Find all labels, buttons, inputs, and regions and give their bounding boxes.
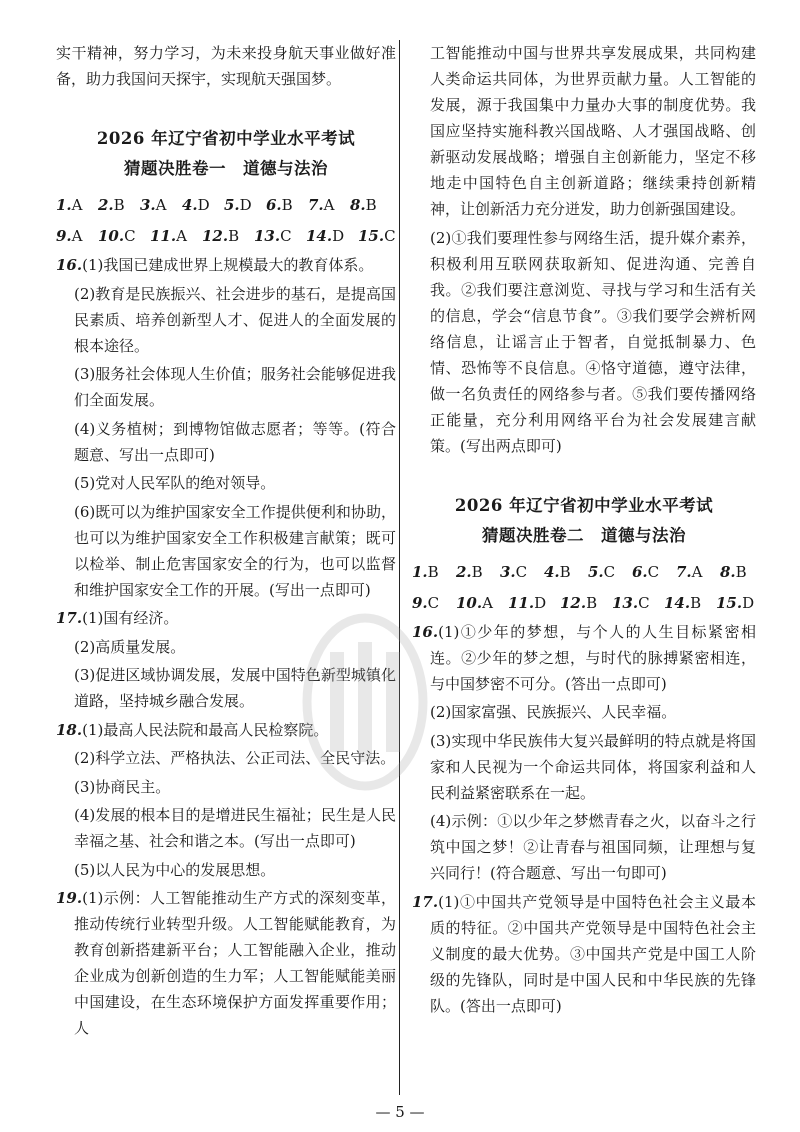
mc-answer: 12.B <box>560 593 598 612</box>
mc-answer: 10.C <box>98 227 136 245</box>
question-18-part-2: (2)科学立法、严格执法、公正司法、全民守法。 <box>74 749 396 767</box>
mc-answer: 3.C <box>500 562 528 581</box>
mc-answers-row-2 <box>56 221 396 252</box>
question-16-part-1: 16.(1)①少年的梦想，与个人的人生目标紧密相连。②少年的梦之想，与时代的脉搏紧密相连，与中国梦密不可分。(答出一点即可) <box>412 622 756 693</box>
mc-answer: 13.C <box>254 227 292 245</box>
page-number: — 5 — <box>375 1103 425 1121</box>
question-18-part-3: (3)协商民主。 <box>74 777 171 796</box>
question-19-continuation: 工智能推动中国与世界共享发展成果，共同构建人类命运共同体，为世界贡献力量。人工智能的发展，源于我国集中力量办大事的制度优势。我国应坚持实施科教兴国战略、人才强国战略、创新驱动发展战略；增强自主创新能力，坚定不移地走中国特色自主创新道路；继续秉持创新精神，让创新活力充分迸发，助力创新强国建设。 <box>430 44 756 218</box>
mc-answers-row-1 <box>56 190 396 221</box>
mc-answer: 12.B <box>202 227 240 245</box>
mc-answer: 8.B <box>720 562 747 581</box>
question-16-part-5: (5)党对人民军队的绝对领导。 <box>74 474 276 492</box>
exam-subtitle-2: 猜题决胜卷二 道德与法治 <box>482 525 686 545</box>
mc-answer: 13.C <box>612 593 650 612</box>
mc-answer: 9.A <box>56 227 83 245</box>
exam-subtitle-1: 猜题决胜卷一 道德与法治 <box>124 159 328 178</box>
question-16-part-1: 16.(1)我国已建成世界上规模最大的教育体系。 <box>56 256 374 274</box>
exam-title-2: 2026 年辽宁省初中学业水平考试 <box>454 495 714 515</box>
question-18-part-4: (4)发展的根本目的是增进民生福祉；民生是人民幸福之基、社会和谐之本。(写出一点即可) <box>74 806 396 850</box>
column-divider <box>399 40 400 1095</box>
question-17-part-1: 17.(1)国有经济。 <box>56 609 179 627</box>
question-18-part-5: (5)以人民为中心的发展思想。 <box>74 860 276 879</box>
mc-answer: 6.C <box>632 562 660 581</box>
mc-answer: 9.C <box>412 593 440 612</box>
question-16-part-3: (3)服务社会体现人生价值；服务社会能够促进我们全面发展。 <box>74 365 396 409</box>
question-17-part-1: 17.(1)①中国共产党领导是中国特色社会主义最本质的特征。②中国共产党领导是中国特色社会主义制度的最大优势。③中国共产党是中国工人阶级的先锋队，同时是中国人民和中华民族的先锋队。(答出一点即可) <box>412 892 756 1015</box>
mc-answer: 11.A <box>150 227 187 245</box>
question-16-part-4: (4)示例：①以少年之梦燃青春之火，以奋斗之行筑中国之梦！②让青春与祖国同频，让理想与复兴同行！(符合题意、写出一句即可) <box>430 812 756 882</box>
mc-answer: 15.D <box>716 593 755 612</box>
right-column <box>412 40 756 1021</box>
mc-answer: 1.B <box>412 562 439 581</box>
question-18-part-1: 18.(1)最高人民法院和最高人民检察院。 <box>56 720 329 739</box>
mc-answer: 2.B <box>456 562 483 581</box>
mc-answer: 2.B <box>98 196 125 214</box>
mc-answer: 7.A <box>676 562 703 581</box>
left-column <box>56 40 396 1044</box>
question-19-part-1: 19.(1)示例：人工智能推动生产方式的深刻变革，推动传统行业转型升级。人工智能赋能教育，为教育创新搭建新平台；人工智能融入企业，推动企业成为创新创造的生力军；人工智能赋能美丽中国建设，在生态环境保护方面发挥重要作用；人 <box>56 889 396 1037</box>
mc-answer: 15.C <box>358 227 396 245</box>
mc-answers-row-1 <box>412 557 756 588</box>
mc-answer: 4.D <box>182 196 210 214</box>
question-17-part-3: (3)促进区域协调发展，发展中国特色新型城镇化道路，坚持城乡融合发展。 <box>74 666 396 710</box>
mc-answer: 7.A <box>308 196 335 214</box>
question-16-part-2: (2)国家富强、民族振兴、人民幸福。 <box>430 703 677 721</box>
question-17-part-2: (2)高质量发展。 <box>74 637 186 656</box>
mc-answer: 10.A <box>456 593 493 612</box>
question-16-part-3: (3)实现中华民族伟大复兴最鲜明的特点就是将国家和人民视为一个命运共同体，将国家利益和人民利益紧密联系在一起。 <box>430 731 756 802</box>
mc-answer: 11.D <box>508 593 547 612</box>
question-16-part-2: (2)教育是民族振兴、社会进步的基石，是提高国民素质、培养创新型人才、促进人的全面发展的根本途径。 <box>74 284 396 355</box>
mc-answer: 6.B <box>266 196 293 214</box>
mc-answer: 5.D <box>224 196 252 214</box>
mc-answer: 4.B <box>544 562 571 581</box>
mc-answer: 5.C <box>588 562 616 581</box>
question-16-part-6: (6)既可以为维护国家安全工作提供便利和协助，也可以为维护国家安全工作积极建言献策；既可以检举、制止危害国家安全的行为，也可以监督和维护国家安全工作的开展。(写出一点即可) <box>74 502 396 599</box>
exam-title-1: 2026 年辽宁省初中学业水平考试 <box>96 129 356 148</box>
intro-paragraph: 实干精神，努力学习，为未来投身航天事业做好准备，助力我国问天探宇，实现航天强国梦。 <box>56 44 396 88</box>
mc-answer: 3.A <box>140 196 167 214</box>
mc-answer: 8.B <box>350 196 377 214</box>
mc-answer: 14.D <box>306 227 345 245</box>
mc-answers-row-2 <box>412 588 756 619</box>
watermark-logo <box>300 612 430 792</box>
mc-answer: 14.B <box>664 593 702 612</box>
question-16-part-4: (4)义务植树；到博物馆做志愿者；等等。(符合题意、写出一点即可) <box>74 419 396 464</box>
mc-answer: 1.A <box>56 196 83 214</box>
question-19-part-2: (2)①我们要理性参与网络生活，提升媒介素养，积极利用互联网获取新知、促进沟通、完善自我。②我们要注意浏览、寻找与学习和生活有关的信息，学会“信息节食”。③我们要学会辨析网络信息，让谣言止于智者，自觉抵制暴力、色情、恐怖等不良信息。④恪守道德，遵守法律，做一名负责任的网络参与者。⑤我们要传播网络正能量，充分利用网络平台为社会发展建言献策。(写出两点即可) <box>430 228 756 455</box>
